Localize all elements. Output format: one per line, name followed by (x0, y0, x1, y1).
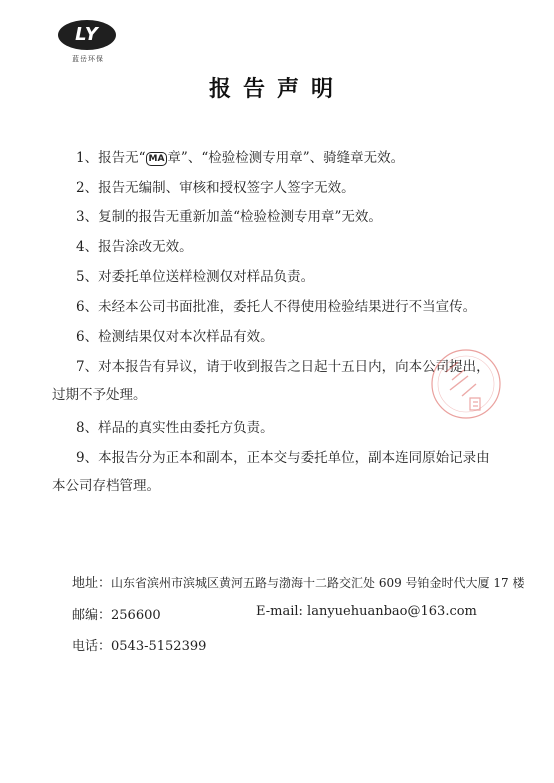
address-value: 山东省滨州市滨城区黄河五路与渤海十二路交汇处 609 号铂金时代大厦 17 楼 (111, 576, 525, 590)
logo-mark: LY (58, 20, 116, 50)
postcode-value: 256600 (111, 608, 161, 623)
statement-item: 6、未经本公司书面批准，委托人不得使用检验结果进行不当宣传。 (76, 299, 477, 315)
postcode-label: 邮编： (72, 608, 112, 623)
address-label: 地址： (72, 576, 112, 591)
statement-item: 6、检测结果仅对本次样品有效。 (76, 329, 274, 345)
phone-value: 0543-5152399 (111, 639, 207, 654)
statement-item-1-pre: 1、报告无“ (76, 150, 146, 166)
postcode-line (72, 604, 161, 623)
phone-line (72, 635, 206, 654)
company-seal-stamp (418, 340, 508, 430)
statement-item (52, 444, 516, 500)
statement-item: 5、对委托单位送样检测仅对样品负责。 (76, 269, 315, 285)
email-line (256, 604, 477, 619)
statement-item-9-text: 9、本报告分为正本和副本，正本交与委托单位，副本连同原始记录由 (76, 450, 490, 466)
statement-item-7-cont: 过期不予处理。 (52, 387, 147, 403)
statement-item-7-text: 7、对本报告有异议，请于收到报告之日起十五日内，向本公司提出， (76, 359, 490, 375)
page-title: 报告声明 (208, 76, 345, 102)
ma-certification-icon: MA (146, 152, 168, 166)
statement-item: 8、样品的真实性由委托方负责。 (76, 420, 274, 436)
statement-item: 2、报告无编制、审核和授权签字人签字无效。 (76, 180, 355, 196)
address-line (72, 572, 524, 591)
statement-item-1-post: 章”、“检验检测专用章”、骑缝章无效。 (167, 150, 405, 166)
email-label: E-mail: (256, 604, 303, 619)
statement-item: 3、复制的报告无重新加盖“检验检测专用章”无效。 (76, 209, 382, 225)
phone-label: 电话： (72, 639, 112, 654)
email-value: lanyuehuanbao@163.com (307, 604, 477, 619)
statement-item-9-cont: 本公司存档管理。 (52, 478, 160, 494)
statement-item (76, 144, 516, 172)
statement-item: 4、报告涂改无效。 (76, 239, 193, 255)
company-logo (54, 16, 122, 64)
logo-subtitle: 蓝岳环保 (72, 55, 104, 63)
